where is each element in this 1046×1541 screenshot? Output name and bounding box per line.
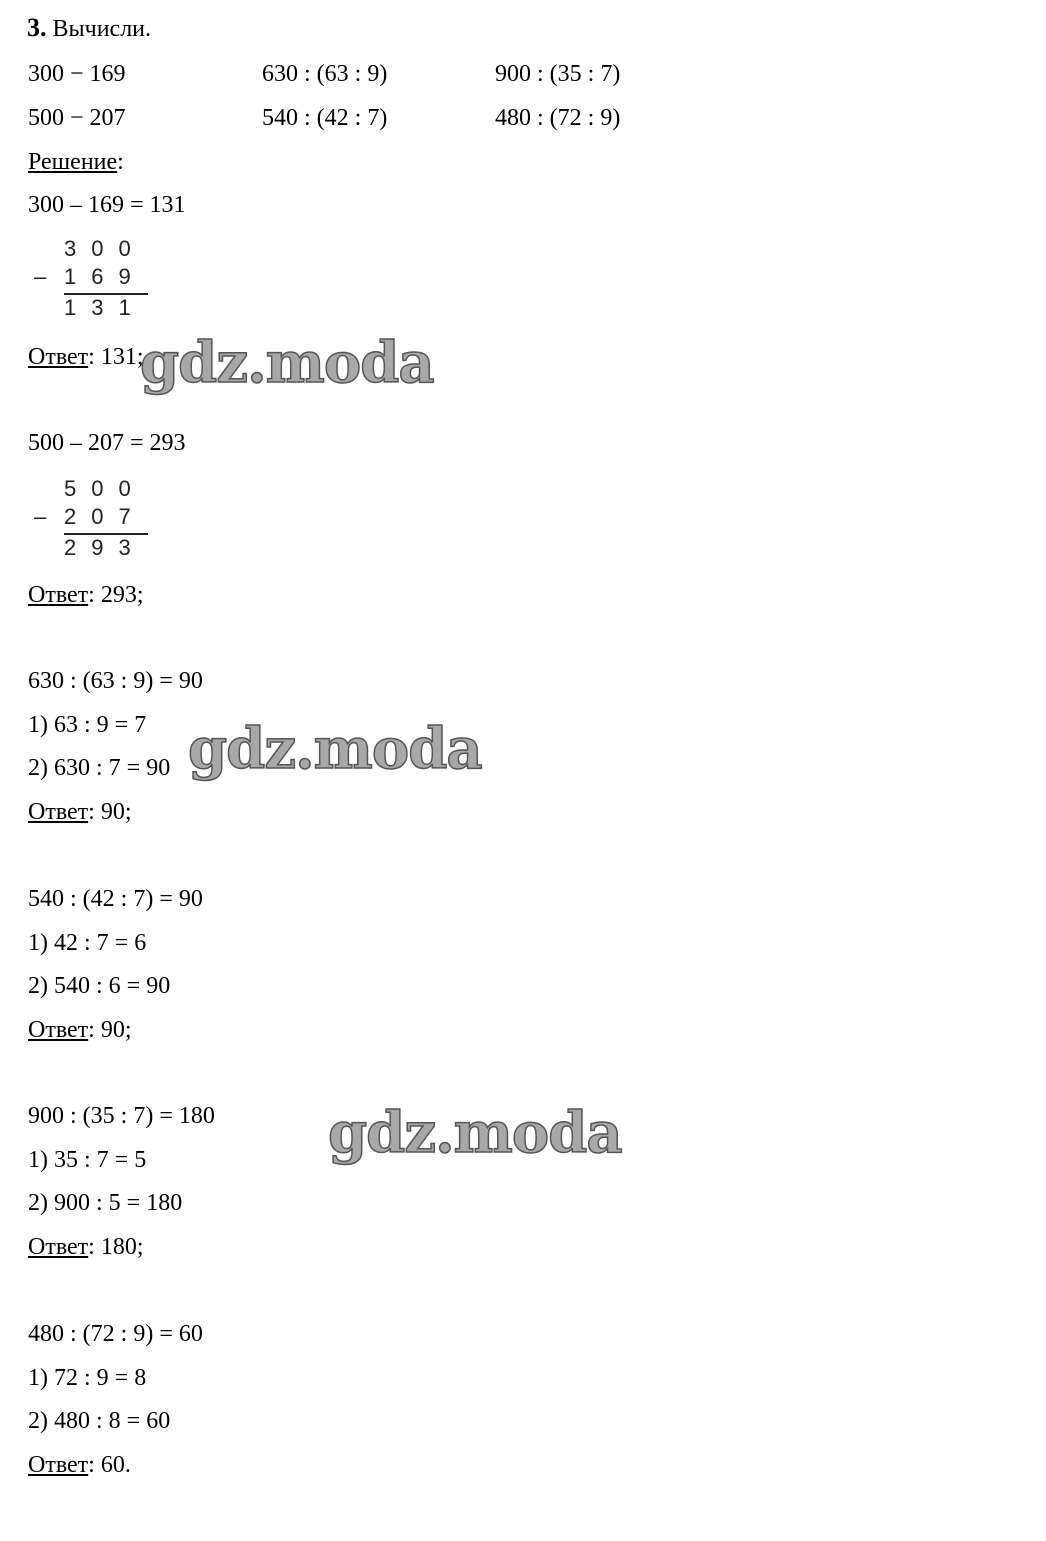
answer-line bbox=[28, 1233, 144, 1261]
answer-label: Ответ bbox=[28, 582, 89, 608]
expression: 630 : (63 : 9) bbox=[262, 61, 388, 87]
task-title: Вычисли. bbox=[52, 16, 152, 42]
expression: 900 : (35 : 7) bbox=[495, 61, 621, 87]
subtrahend: 169 bbox=[64, 264, 146, 289]
expression: 540 : (42 : 7) bbox=[262, 105, 388, 131]
answer-line bbox=[28, 1451, 131, 1479]
step: 2) 480 : 8 = 60 bbox=[28, 1408, 171, 1434]
minus-sign: – bbox=[34, 504, 47, 529]
difference: 131 bbox=[64, 295, 146, 320]
equation: 540 : (42 : 7) = 90 bbox=[28, 886, 203, 912]
answer-label: Ответ bbox=[28, 1017, 89, 1043]
equation: 300 – 169 = 131 bbox=[28, 192, 186, 218]
expression: 500 − 207 bbox=[28, 105, 126, 131]
minuend: 500 bbox=[64, 476, 146, 501]
answer-value: : 60. bbox=[88, 1452, 131, 1478]
equation: 630 : (63 : 9) = 90 bbox=[28, 668, 203, 694]
difference: 293 bbox=[64, 535, 146, 560]
expression: 480 : (72 : 9) bbox=[495, 105, 621, 131]
step: 2) 630 : 7 = 90 bbox=[28, 755, 171, 781]
solution-heading-label: Решение bbox=[28, 149, 118, 175]
answer-line bbox=[28, 798, 132, 826]
step: 1) 63 : 9 = 7 bbox=[28, 712, 147, 738]
answer-line bbox=[28, 1016, 132, 1044]
step: 2) 900 : 5 = 180 bbox=[28, 1190, 183, 1216]
column-subtraction bbox=[34, 474, 154, 564]
answer-label: Ответ bbox=[28, 799, 89, 825]
solution-heading-colon: : bbox=[117, 149, 124, 175]
answer-value: : 131; bbox=[88, 344, 144, 370]
answer-value: : 90; bbox=[88, 1017, 132, 1043]
step: 1) 72 : 9 = 8 bbox=[28, 1365, 147, 1391]
task-header bbox=[27, 14, 151, 43]
watermark-logo: gdz.moda bbox=[140, 330, 434, 396]
answer-label: Ответ bbox=[28, 1234, 89, 1260]
answer-label: Ответ bbox=[28, 1452, 89, 1478]
answer-line bbox=[28, 581, 144, 609]
answer-line bbox=[28, 343, 144, 371]
step: 1) 35 : 7 = 5 bbox=[28, 1147, 147, 1173]
watermark-logo: gdz.moda bbox=[188, 716, 482, 782]
step: 2) 540 : 6 = 90 bbox=[28, 973, 171, 999]
equation: 900 : (35 : 7) = 180 bbox=[28, 1103, 215, 1129]
column-subtraction bbox=[34, 234, 154, 324]
watermark-logo: gdz.moda bbox=[328, 1100, 622, 1166]
solution-heading bbox=[28, 148, 124, 176]
answer-value: : 180; bbox=[88, 1234, 144, 1260]
answer-label: Ответ bbox=[28, 344, 89, 370]
expression: 300 − 169 bbox=[28, 61, 126, 87]
minus-sign: – bbox=[34, 264, 47, 289]
minuend: 300 bbox=[64, 236, 146, 261]
answer-value: : 90; bbox=[88, 799, 132, 825]
equation: 500 – 207 = 293 bbox=[28, 430, 186, 456]
subtrahend: 207 bbox=[64, 504, 146, 529]
equation: 480 : (72 : 9) = 60 bbox=[28, 1321, 203, 1347]
task-number: 3. bbox=[27, 13, 47, 42]
answer-value: : 293; bbox=[88, 582, 144, 608]
step: 1) 42 : 7 = 6 bbox=[28, 930, 147, 956]
